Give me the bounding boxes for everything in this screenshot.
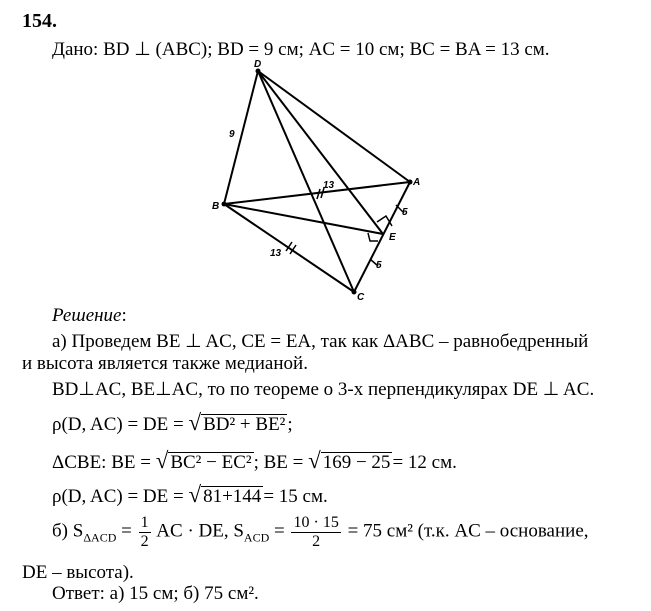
label-bd-length: 9 — [229, 129, 235, 140]
edge-ac — [354, 182, 410, 292]
formula-de: ρ(D, AC) = DE = √ 81+144 = 15 см. — [52, 482, 328, 507]
formula-distance: ρ(D, AC) = DE = √ BD² + BE² ; — [52, 410, 293, 435]
solution-line-8: DE – высота). — [22, 562, 134, 583]
edge-de — [258, 71, 383, 234]
tick-ba-1 — [317, 189, 320, 199]
label-d: D — [254, 59, 262, 70]
formula-be: ΔCBE: BE = √ BC² − EC² ; BE = √ 169 − 25 = 12 см. — [52, 448, 457, 473]
given-text: BD ⊥ (ABC); BD = 9 см; AC = 10 см; BC = BA = 13 см. — [103, 39, 550, 60]
label-ba-length: 13 — [323, 180, 335, 191]
problem-number: 154. — [22, 10, 57, 32]
solution-line-2: и высота является также медианой. — [22, 353, 308, 374]
label-c: C — [357, 292, 365, 303]
solution-title: Решение: — [52, 305, 127, 326]
solution-line-1: а) Проведем BE ⊥ AC, CE = EA, так как ΔABC – равнобедренный — [52, 331, 589, 352]
label-bc-length: 13 — [270, 248, 282, 259]
solution-line-3: BD⊥AC, BE⊥AC, то по теореме о 3-х перпендикулярах DE ⊥ AC. — [52, 379, 595, 400]
radicand: BD² + BE² — [203, 414, 286, 435]
given-label: Дано: — [52, 39, 99, 60]
edge-da — [258, 71, 410, 182]
formula-area: б) $S_{\Delta ACD}$ = $\frac{1}{2}$ AC · DE, $S_{ACD}$ = $\frac{10 \cdot 15}{2}$ = 75 см² (т.к. AC – основание, — [52, 514, 589, 550]
label-ae-length: 5 — [402, 207, 408, 218]
right-angle-be — [368, 233, 378, 241]
answer: Ответ: а) 15 см; б) 75 см². — [52, 583, 259, 604]
label-e: E — [389, 232, 396, 243]
label-a: A — [413, 177, 421, 188]
right-angle-de — [377, 216, 392, 226]
label-ec-length: 5 — [376, 260, 382, 271]
label-b: B — [212, 201, 220, 212]
edge-ba — [224, 182, 410, 204]
